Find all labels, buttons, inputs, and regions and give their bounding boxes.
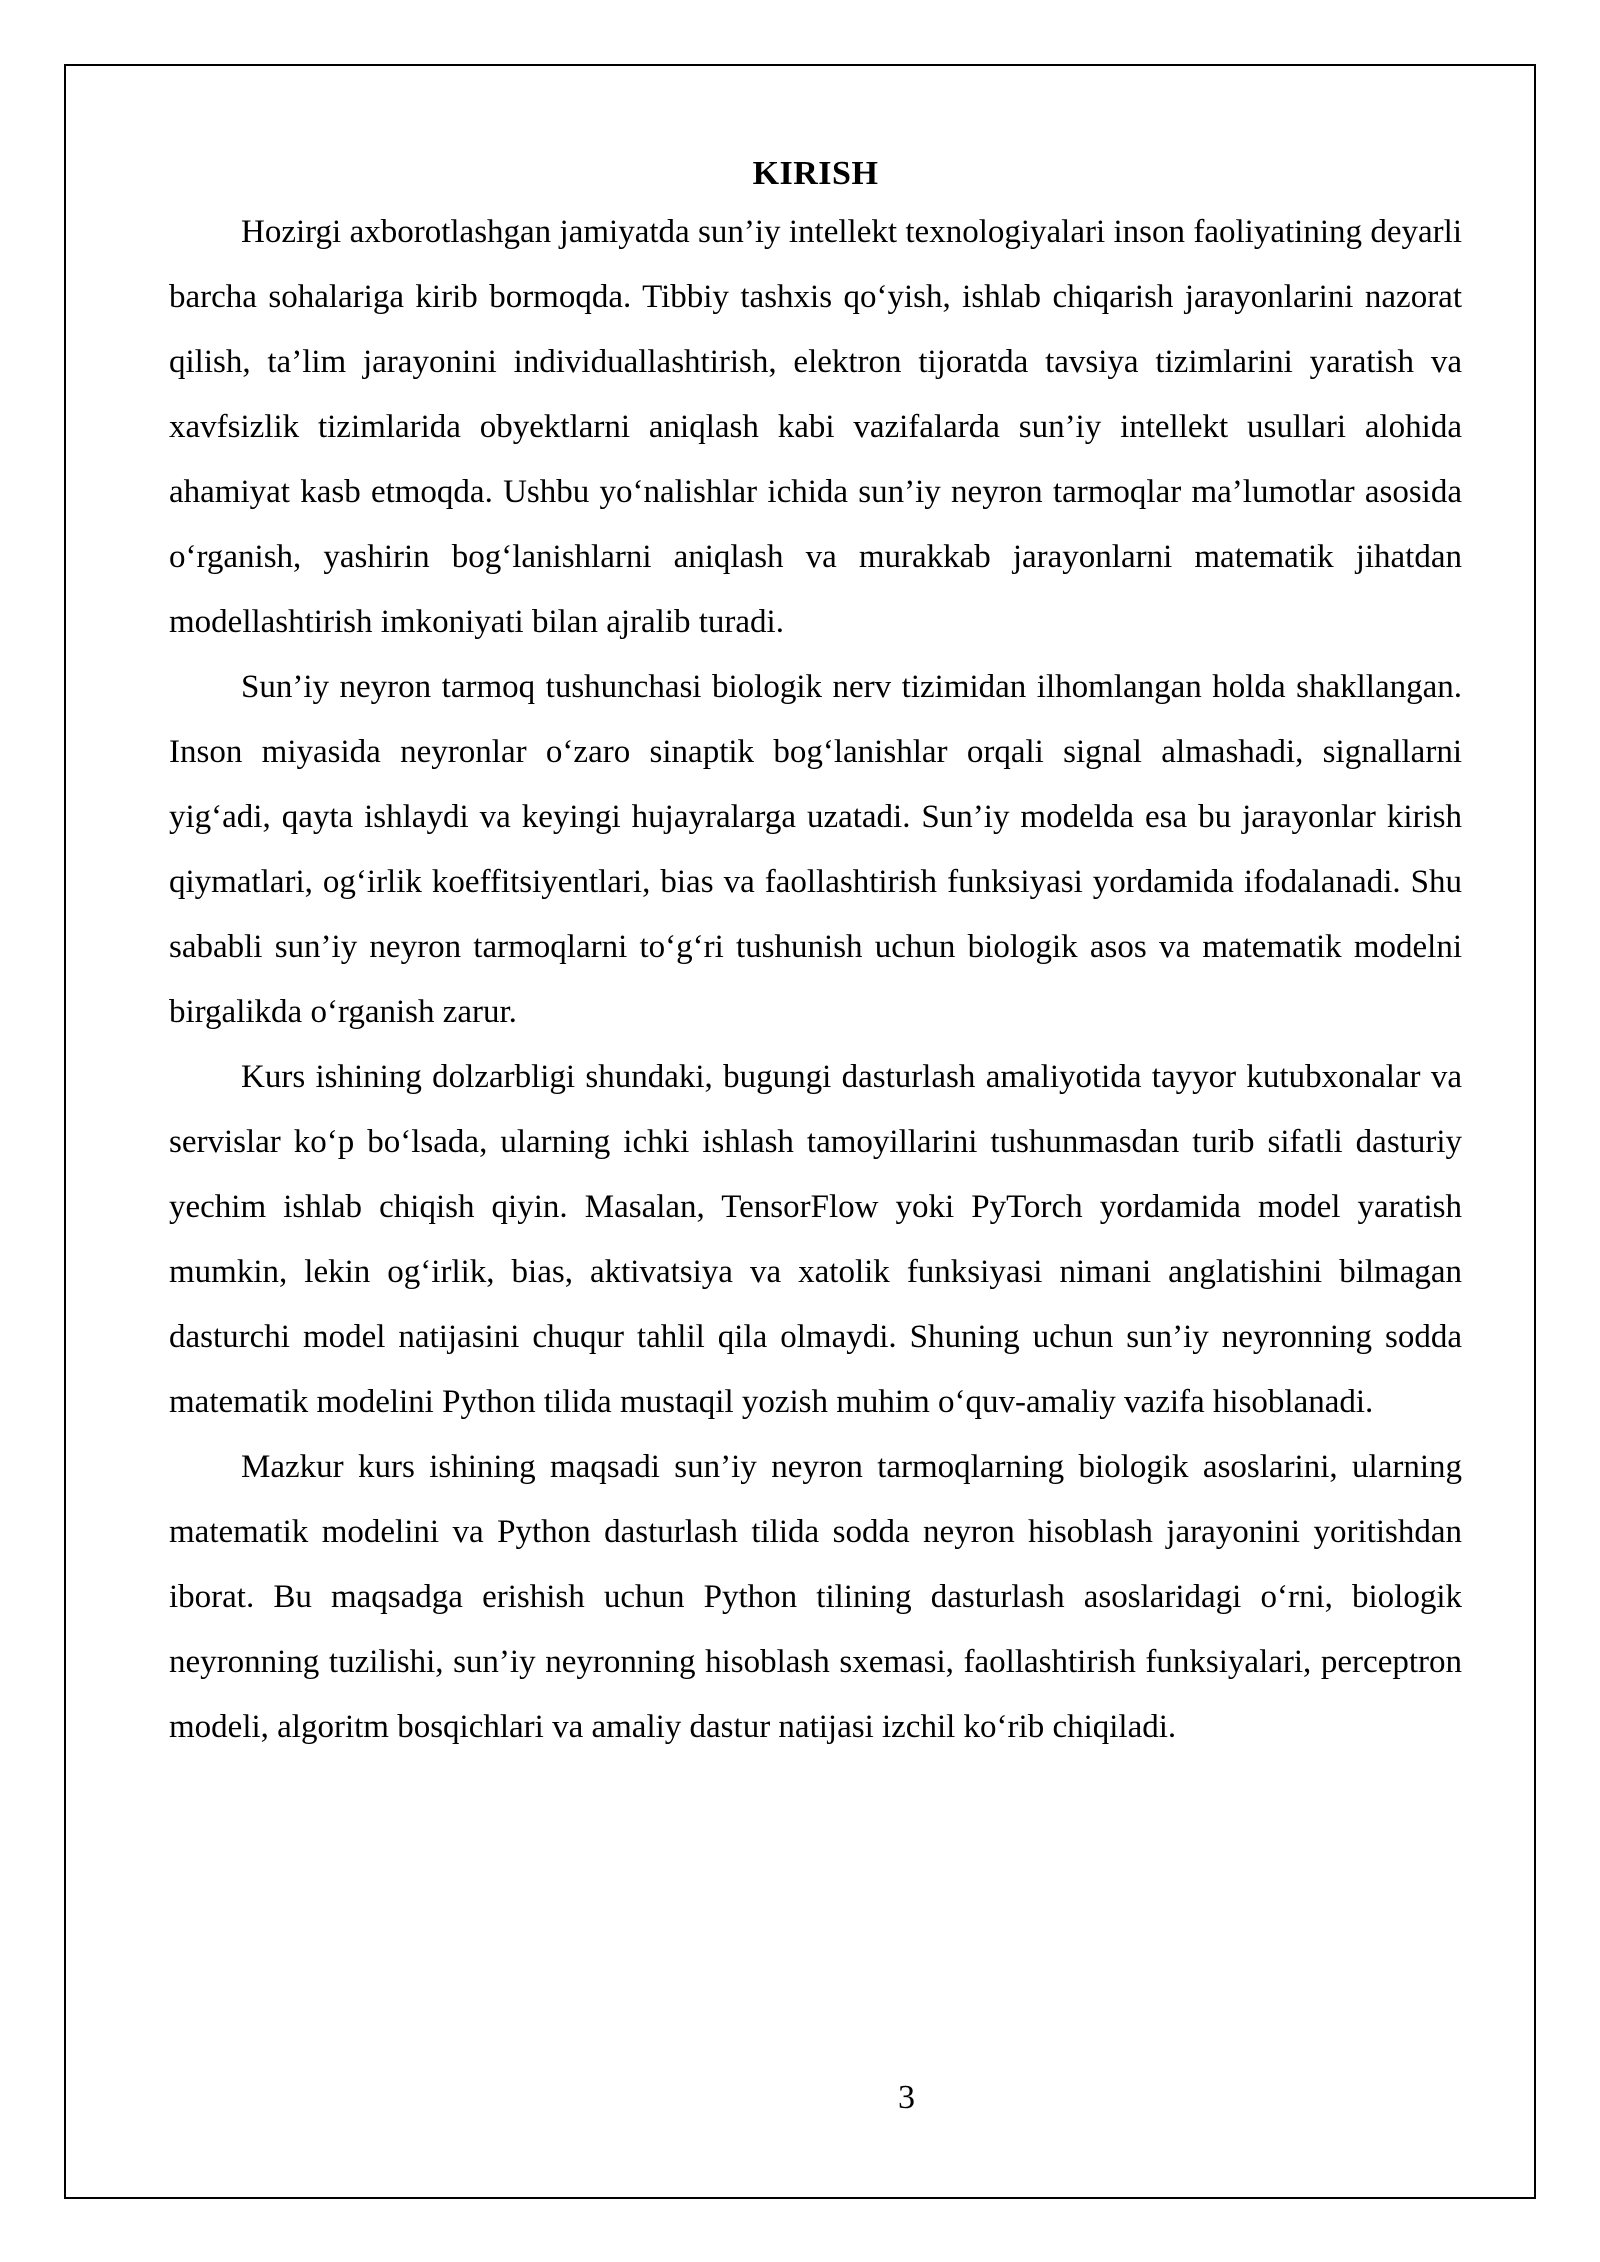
document-body	[169, 148, 1462, 1760]
page-number: 3	[898, 2079, 915, 2116]
paragraph-2: Sun’iy neyron tarmoq tushunchasi biologik nerv tizimidan ilhomlangan holda shakllangan. Inson miyasida neyronlar o‘zaro sinaptik bog‘lanishlar orqali signal almashadi, signallarni yig‘adi, qayta ishlaydi va keyingi hujayralarga uzatadi. Sun’iy modelda esa bu jarayonlar kirish qiymatlari, og‘irlik koeffitsiyentlari, bias va faollashtirish funksiyasi yordamida ifodalanadi. Shu sababli sun’iy neyron tarmoqlarni to‘g‘ri tushunish uchun biologik asos va matematik modelni birgalikda o‘rganish zarur.	[169, 669, 1462, 1030]
paragraph-4: Mazkur kurs ishining maqsadi sun’iy neyron tarmoqlarning biologik asoslarini, ularning matematik modelini va Python dasturlash tilida sodda neyron hisoblash jarayonini yoritishdan iborat. Bu maqsadga erishish uchun Python tilining dasturlash asoslaridagi o‘rni, biologik neyronning tuzilishi, sun’iy neyronning hisoblash sxemasi, faollashtirish funksiyalari, perceptron modeli, algoritm bosqichlari va amaliy dastur natijasi izchil ko‘rib chiqiladi.	[169, 1449, 1462, 1745]
paragraph-1: Hozirgi axborotlashgan jamiyatda sun’iy intellekt texnologiyalari inson faoliyatining deyarli barcha sohalariga kirib bormoqda. Tibbiy tashxis qo‘yish, ishlab chiqarish jarayonlarini nazorat qilish, ta’lim jarayonini individuallashtirish, elektron tijoratda tavsiya tizimlarini yaratish va xavfsizlik tizimlarida obyektlarni aniqlash kabi vazifalarda sun’iy intellekt usullari alohida ahamiyat kasb etmoqda. Ushbu yo‘nalishlar ichida sun’iy neyron tarmoqlar ma’lumotlar asosida o‘rganish, yashirin bog‘lanishlarni aniqlash va murakkab jarayonlarni matematik jihatdan modellashtirish imkoniyati bilan ajralib turadi.	[169, 214, 1462, 640]
paragraph-3: Kurs ishining dolzarbligi shundaki, bugungi dasturlash amaliyotida tayyor kutubxonalar va servislar ko‘p bo‘lsada, ularning ichki ishlash tamoyillarini tushunmasdan turib sifatli dasturiy yechim ishlab chiqish qiyin. Masalan, TensorFlow yoki PyTorch yordamida model yaratish mumkin, lekin og‘irlik, bias, aktivatsiya va xatolik funksiyasi nimani anglatishini bilmagan dasturchi model natijasini chuqur tahlil qila olmaydi. Shuning uchun sun’iy neyronning sodda matematik modelini Python tilida mustaqil yozish muhim o‘quv-amaliy vazifa hisoblanadi.	[169, 1059, 1462, 1420]
section-heading: KIRISH	[752, 155, 879, 192]
